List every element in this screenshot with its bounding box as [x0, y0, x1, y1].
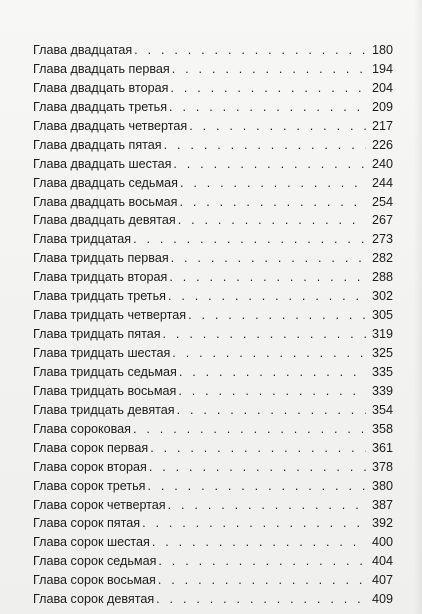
dot-leader: [147, 477, 366, 496]
toc-entry: [33, 401, 393, 420]
page-number: 305: [371, 308, 393, 323]
chapter-title: Глава тридцать первая: [33, 251, 169, 266]
page-number: 409: [371, 592, 393, 607]
chapter-title: Глава тридцать вторая: [33, 270, 168, 285]
page-number: 282: [371, 251, 393, 266]
dot-leader: [158, 571, 366, 590]
chapter-title: Глава тридцать четвертая: [33, 308, 187, 323]
toc-entry: [33, 193, 393, 212]
page-number: 358: [371, 421, 393, 436]
toc-entry: [33, 117, 393, 136]
page-number: 404: [371, 554, 393, 569]
chapter-title: Глава сорок третья: [33, 478, 146, 493]
chapter-title: Глава тридцать седьмая: [33, 364, 177, 379]
toc-entry: [33, 79, 393, 98]
toc-entry: [33, 155, 393, 174]
chapter-title: Глава двадцать шестая: [33, 156, 172, 171]
toc-entry: [33, 590, 393, 609]
dot-leader: [156, 590, 366, 609]
page-number: 267: [371, 213, 393, 228]
toc-entry: [33, 514, 393, 533]
page-number: 240: [371, 156, 393, 171]
toc-entry: [33, 230, 393, 249]
dot-leader: [169, 268, 366, 287]
toc-entry: [33, 287, 393, 306]
dot-leader: [188, 306, 366, 325]
toc-entry: [33, 458, 393, 477]
chapter-title: Глава двадцать третья: [33, 99, 168, 114]
dot-leader: [163, 325, 366, 344]
dot-leader: [169, 98, 366, 117]
chapter-title: Глава тридцать шестая: [33, 346, 171, 360]
chapter-title: Глава сорок четвертая: [33, 497, 166, 512]
page-number: 226: [371, 137, 393, 152]
dot-leader: [152, 533, 366, 552]
page-number: 354: [371, 402, 393, 417]
chapter-title: Глава тридцать девятая: [33, 402, 175, 417]
dot-leader: [189, 117, 366, 136]
chapter-title: Глава двадцать девятая: [33, 213, 176, 228]
toc-entry: [33, 477, 393, 496]
table-of-contents: [33, 41, 393, 609]
dot-leader: [158, 552, 366, 571]
page-number: 244: [371, 175, 393, 190]
page-number: 380: [371, 478, 393, 493]
toc-entry: [33, 571, 393, 590]
chapter-title: Глава сорок пятая: [33, 516, 141, 531]
toc-entry: [33, 552, 393, 571]
page-number: 339: [371, 383, 393, 398]
dot-leader: [168, 287, 366, 306]
dot-leader: [178, 211, 366, 230]
dot-leader: [179, 363, 366, 382]
chapter-title: Глава сорок восьмая: [33, 573, 156, 588]
toc-entry: [33, 174, 393, 193]
toc-entry: [33, 382, 393, 401]
toc-entry: [33, 496, 393, 515]
page-number: 180: [371, 43, 393, 57]
dot-leader: [172, 344, 366, 363]
chapter-title: Глава сорок первая: [33, 440, 149, 455]
chapter-title: Глава сорок вторая: [33, 459, 147, 474]
chapter-title: Глава тридцатая: [33, 232, 132, 247]
page-number: 335: [371, 364, 393, 379]
page-number: 400: [371, 535, 393, 550]
page-number: 209: [371, 99, 393, 114]
toc-entry: [33, 533, 393, 552]
dot-leader: [142, 514, 366, 533]
page-number: 288: [371, 270, 393, 285]
dot-leader: [172, 60, 366, 79]
chapter-title: Глава тридцать третья: [33, 289, 166, 304]
dot-leader: [168, 496, 366, 515]
chapter-title: Глава сорок девятая: [33, 592, 155, 607]
page-number: 407: [371, 573, 393, 588]
chapter-title: Глава двадцать четвертая: [33, 118, 188, 133]
dot-leader: [171, 249, 366, 268]
chapter-title: Глава двадцатая: [33, 43, 133, 57]
toc-entry: [33, 136, 393, 155]
dot-leader: [179, 193, 366, 212]
toc-entry: [33, 420, 393, 439]
chapter-title: Глава двадцать первая: [33, 61, 170, 76]
page-number: 325: [371, 346, 393, 360]
dot-leader: [173, 155, 366, 174]
chapter-title: Глава двадцать восьмая: [33, 194, 178, 209]
dot-leader: [150, 439, 366, 458]
chapter-title: Глава сороковая: [33, 421, 131, 436]
page-number: 217: [371, 118, 393, 133]
toc-entry: [33, 325, 393, 344]
dot-leader: [170, 79, 366, 98]
page-number: 204: [371, 80, 393, 95]
toc-entry: [33, 344, 393, 363]
page-number: 319: [371, 327, 393, 342]
page-number: 387: [371, 497, 393, 512]
page-number: 194: [371, 61, 393, 76]
dot-leader: [164, 136, 366, 155]
toc-entry: [33, 60, 393, 79]
toc-entry: [33, 249, 393, 268]
page-number: 361: [371, 440, 393, 455]
page-number: 392: [371, 516, 393, 531]
dot-leader: [149, 458, 366, 477]
page-number: 302: [371, 289, 393, 304]
page-edge-shadow: [414, 0, 422, 614]
toc-entry: [33, 306, 393, 325]
page-number: 254: [371, 194, 393, 209]
dot-leader: [180, 174, 366, 193]
toc-entry: [33, 268, 393, 287]
page-number: 378: [371, 459, 393, 474]
dot-leader: [134, 41, 366, 60]
dot-leader: [133, 420, 366, 439]
toc-entry: [33, 98, 393, 117]
toc-entry: [33, 363, 393, 382]
chapter-title: Глава двадцать седьмая: [33, 175, 178, 190]
chapter-title: Глава двадцать пятая: [33, 137, 162, 152]
chapter-title: Глава двадцать вторая: [33, 80, 169, 95]
toc-entry: [33, 41, 393, 60]
chapter-title: Глава тридцать пятая: [33, 327, 161, 342]
toc-entry: [33, 439, 393, 458]
page-number: 273: [371, 232, 393, 247]
dot-leader: [177, 401, 366, 420]
dot-leader: [178, 382, 366, 401]
chapter-title: Глава тридцать восьмая: [33, 383, 177, 398]
chapter-title: Глава сорок седьмая: [33, 554, 157, 569]
toc-entry: [33, 211, 393, 230]
dot-leader: [133, 230, 366, 249]
chapter-title: Глава сорок шестая: [33, 535, 150, 550]
